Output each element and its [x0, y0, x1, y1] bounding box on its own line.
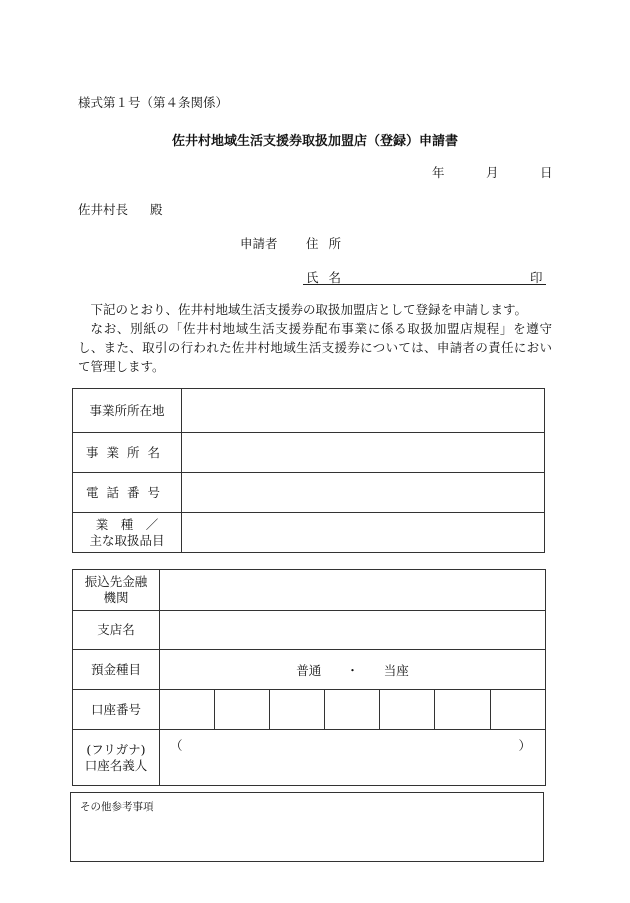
deposit-type-options[interactable]: 普通 ・ 当座 [160, 650, 546, 690]
industry-label-line1: 業 種 ／ [95, 516, 159, 532]
office-location-field[interactable] [182, 389, 545, 433]
office-location-label: 事業所所在地 [73, 389, 182, 433]
phone-number-label: 電話番号 [73, 473, 182, 513]
bank-label-line2: 機関 [103, 590, 129, 605]
addressee [78, 200, 163, 218]
date-day-label: 日 [540, 165, 553, 180]
holder-name-label: 口座名義人 [84, 757, 148, 773]
account-digit-cell[interactable] [491, 690, 546, 730]
industry-field[interactable] [182, 513, 545, 553]
date-year-label: 年 [432, 165, 445, 180]
applicant-label: 申請者 [240, 236, 278, 251]
account-digit-cell[interactable] [215, 690, 270, 730]
deposit-type-label: 預金種目 [73, 650, 160, 690]
furigana-label: (フリガナ) [86, 741, 146, 757]
address-label: 住所 [306, 236, 352, 251]
account-digit-cell[interactable] [380, 690, 435, 730]
name-signature-line[interactable] [303, 284, 546, 285]
bank-label [73, 570, 160, 611]
form-number: 様式第１号（第４条関係） [78, 95, 229, 110]
account-digit-cell[interactable] [160, 690, 215, 730]
bank-field[interactable] [160, 570, 546, 611]
remarks-box[interactable] [70, 792, 544, 862]
bank-label-line1: 振込先金融 [84, 574, 148, 589]
name-label: 氏名 [306, 270, 352, 285]
addressee-honorific: 殿 [150, 202, 163, 217]
account-holder-label [73, 730, 160, 786]
furigana-close-paren: ） [518, 738, 532, 753]
remarks-label: その他参考事項 [80, 801, 154, 813]
account-holder-field[interactable] [160, 730, 546, 786]
statement-paragraph-1: 下記のとおり、佐井村地域生活支援券の取扱加盟店として登録を申請します。 [90, 302, 528, 317]
document-title: 佐井村地域生活支援券取扱加盟店（登録）申請書 [171, 134, 458, 149]
account-digit-cell[interactable] [325, 690, 380, 730]
branch-field[interactable] [160, 611, 546, 650]
account-number-label: 口座番号 [73, 690, 160, 730]
furigana-open-paren: （ [170, 738, 183, 753]
account-digit-cell[interactable] [270, 690, 325, 730]
phone-number-field[interactable] [182, 473, 545, 513]
industry-label-line2: 主な取扱品目 [89, 532, 165, 548]
seal-mark: 印 [530, 270, 543, 285]
business-info-table [72, 388, 545, 553]
addressee-name: 佐井村長 [78, 202, 129, 217]
account-digit-cell[interactable] [435, 690, 491, 730]
industry-label [73, 513, 182, 553]
statement-paragraph-2: なお、別紙の「佐井村地域生活支援券配布事業に係る取扱加盟店規程」を遵守し、また、取引の行われた佐井村地域生活支援券については、申請者の責任において管理します。 [78, 321, 552, 374]
branch-label: 支店名 [73, 611, 160, 650]
bank-info-table [72, 569, 546, 786]
office-name-label: 事業所名 [73, 433, 182, 473]
application-statement [78, 300, 552, 376]
office-name-field[interactable] [182, 433, 545, 473]
date-month-label: 月 [486, 165, 499, 180]
